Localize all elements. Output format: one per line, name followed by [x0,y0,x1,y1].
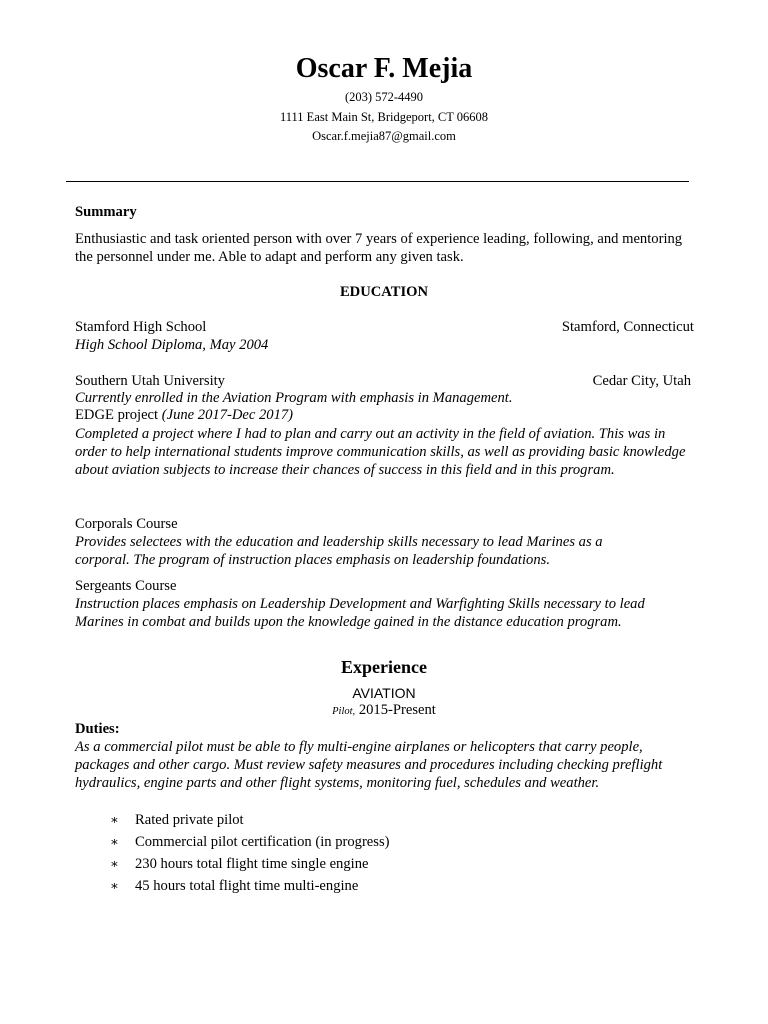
corporals-title: Corporals Course [75,516,178,532]
contact-phone: (203) 572-4490 [344,90,424,104]
bullet-icon: ∗ [110,856,119,871]
summary-heading: Summary [75,204,137,220]
stamford-detail: High School Diploma, May 2004 [75,337,269,353]
bullet-icon: ∗ [110,812,119,827]
experience-period: 2015-Present [355,702,436,718]
stamford-location: Stamford, Connecticut [561,319,694,335]
list-item [110,875,390,897]
bullet-icon: ∗ [110,834,119,849]
experience-role: Pilot, [332,706,356,717]
header-divider [66,181,689,182]
sergeants-description: Instruction places emphasis on Leadership Development and Warfighting Skills necessary to lead Marines in combat and builds upon the knowledge gained in the distance education program. [75,596,645,630]
experience-role-line [0,701,768,721]
contact-address: 1111 East Main St, Bridgeport, CT 06608 [279,110,489,124]
edge-dates: (June 2017-Dec 2017) [161,407,294,423]
corporals-description: Provides selectees with the education and leadership skills necessary to lead Marines as a corporal. The program of instruction places emphasis on leadership foundations. [75,534,603,568]
edge-project-line [75,406,293,424]
sergeants-title: Sergeants Course [75,578,177,594]
suu-enrollment: Currently enrolled in the Aviation Program with emphasis in Management. [75,390,513,406]
list-item [110,853,390,875]
list-item-text: 230 hours total flight time single engine [135,856,369,872]
list-item [110,809,390,831]
edge-label: EDGE [75,407,114,423]
qualifications-list [110,809,390,897]
experience-field: AVIATION [352,685,416,701]
education-heading: EDUCATION [339,284,429,300]
experience-heading: Experience [341,657,427,677]
list-item [110,831,390,853]
duties-label: Duties: [75,721,120,737]
edge-description: Completed a project where I had to plan and carry out an activity in the field of aviation. This was in order to help international students improve communication skills, as well as providing basic knowledge about aviation subjects to increase their chances of success in this field and in this program. [75,426,686,478]
suu-location: Cedar City, Utah [592,373,691,389]
summary-text: Enthusiastic and task oriented person with over 7 years of experience leading, following, and mentoring the personnel under me. Able to adapt and perform any given task. [75,231,683,265]
suu-school: Southern Utah University [75,373,225,389]
duties-description: As a commercial pilot must be able to fly multi-engine airplanes or helicopters that carry people, packages and other cargo. Must review safety measures and procedures including checking preflight hydraulics, engine parts and other flight systems, monitoring fuel, schedules and weather. [75,739,663,791]
bullet-icon: ∗ [110,878,119,893]
edge-project-word: project [113,407,162,423]
stamford-school: Stamford High School [75,319,207,335]
contact-email: Oscar.f.mejia87@gmail.com [312,129,456,143]
list-item-text: 45 hours total flight time multi-engine [135,878,359,894]
list-item-text: Rated private pilot [135,812,244,828]
candidate-name: Oscar F. Mejia [295,53,473,84]
list-item-text: Commercial pilot certification (in progress) [135,834,390,850]
